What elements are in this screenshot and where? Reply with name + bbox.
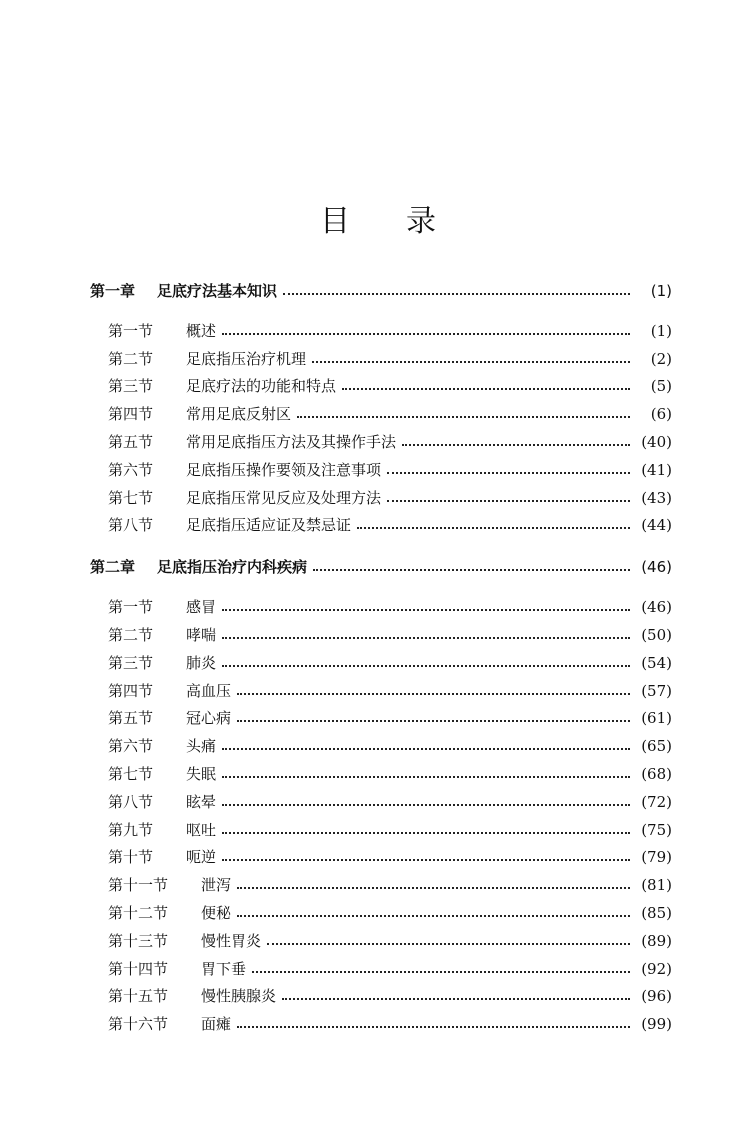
- section-label: 第十二节: [108, 903, 169, 922]
- section-label: 第三节: [108, 653, 154, 672]
- toc-section-entry[interactable]: [0, 479, 756, 507]
- toc-section-entry[interactable]: [0, 507, 756, 535]
- section-title: 失眠: [186, 764, 217, 783]
- dot-leader: [222, 609, 630, 611]
- section-label: 第三节: [108, 377, 154, 396]
- dot-leader: [387, 472, 630, 474]
- dot-leader: [237, 887, 630, 889]
- dot-leader: [237, 915, 630, 917]
- section-title: 概述: [186, 321, 217, 340]
- dot-leader: [222, 333, 630, 335]
- page-title: 目录: [320, 204, 492, 239]
- toc-section-entry[interactable]: [0, 423, 756, 451]
- page-number: (1): [650, 321, 672, 340]
- section-title: 便秘: [201, 903, 232, 922]
- dot-leader: [222, 804, 630, 806]
- section-title: 呕吐: [186, 820, 217, 839]
- dot-leader: [222, 748, 630, 750]
- toc-section-entry[interactable]: [0, 727, 756, 755]
- toc-section-entry[interactable]: [0, 894, 756, 922]
- section-title: 面瘫: [201, 1015, 232, 1034]
- section-label: 第十六节: [108, 1015, 169, 1034]
- page-number: (41): [641, 460, 672, 479]
- dot-leader: [357, 527, 630, 529]
- toc-section-entry[interactable]: [0, 839, 756, 867]
- toc-section-entry[interactable]: [0, 340, 756, 368]
- section-title: 足底指压常见反应及处理方法: [186, 488, 382, 507]
- section-label: 第七节: [108, 764, 154, 783]
- toc-chapter-entry[interactable]: [0, 546, 756, 576]
- page-number: (61): [641, 709, 672, 728]
- toc-section-entry[interactable]: [0, 700, 756, 728]
- section-title: 感冒: [186, 598, 217, 617]
- dot-leader: [237, 693, 630, 695]
- section-title: 泄泻: [201, 876, 232, 895]
- page-number: (68): [641, 764, 672, 783]
- page-number: (79): [641, 848, 672, 867]
- page-number: (81): [641, 876, 672, 895]
- dot-leader: [222, 776, 630, 778]
- toc-section-entry[interactable]: [0, 395, 756, 423]
- section-title: 肺炎: [186, 653, 217, 672]
- dot-leader: [312, 361, 630, 363]
- page-number: (5): [650, 377, 672, 396]
- section-label: 第四节: [108, 405, 154, 424]
- toc-section-entry[interactable]: [0, 950, 756, 978]
- section-label: 第四节: [108, 681, 154, 700]
- section-label: 第十四节: [108, 959, 169, 978]
- page-number: (43): [641, 488, 672, 507]
- table-of-contents: [0, 270, 756, 1033]
- section-label: 第八节: [108, 516, 154, 535]
- page-number: (65): [641, 737, 672, 756]
- section-title: 眩晕: [186, 792, 217, 811]
- section-title: 足底疗法的功能和特点: [186, 377, 337, 396]
- section-label: 第五节: [108, 709, 154, 728]
- section-title: 呃逆: [186, 848, 217, 867]
- page-number: (44): [641, 516, 672, 535]
- page-number: (6): [650, 405, 672, 424]
- page-number: (46): [641, 558, 672, 577]
- chapter-title: 足底指压治疗内科疾病: [157, 558, 308, 577]
- page-number: (96): [641, 987, 672, 1006]
- toc-section-entry[interactable]: [0, 588, 756, 616]
- toc-section-entry[interactable]: [0, 616, 756, 644]
- dot-leader: [222, 637, 630, 639]
- section-label: 第二节: [108, 349, 154, 368]
- dot-leader: [313, 569, 630, 571]
- toc-section-entry[interactable]: [0, 922, 756, 950]
- page-number: (50): [641, 625, 672, 644]
- chapter-title: 足底疗法基本知识: [157, 282, 278, 300]
- section-label: 第九节: [108, 820, 154, 839]
- dot-leader: [222, 832, 630, 834]
- section-title: 足底指压操作要领及注意事项: [186, 460, 382, 479]
- toc-section-entry[interactable]: [0, 312, 756, 340]
- dot-leader: [252, 971, 630, 973]
- page-number: (72): [641, 792, 672, 811]
- section-label: 第六节: [108, 460, 154, 479]
- section-label: 第十一节: [108, 876, 169, 895]
- page-number: (89): [641, 931, 672, 950]
- toc-section-entry[interactable]: [0, 811, 756, 839]
- dot-leader: [267, 943, 630, 945]
- toc-section-entry[interactable]: [0, 866, 756, 894]
- page-number: (75): [641, 820, 672, 839]
- dot-leader: [237, 1026, 630, 1028]
- section-title: 头痛: [186, 737, 217, 756]
- page-number: (99): [641, 1015, 672, 1034]
- page-number: (85): [641, 903, 672, 922]
- chapter-label: 第一章: [90, 282, 136, 300]
- toc-chapter-entry[interactable]: [0, 270, 756, 300]
- page-number: (54): [641, 653, 672, 672]
- dot-leader: [237, 720, 630, 722]
- section-title: 足底指压适应证及禁忌证: [186, 516, 352, 535]
- page-number: (1): [650, 282, 672, 300]
- section-label: 第八节: [108, 792, 154, 811]
- toc-section-entry[interactable]: [0, 755, 756, 783]
- section-title: 慢性胃炎: [201, 931, 262, 950]
- dot-leader: [283, 293, 630, 295]
- section-label: 第十节: [108, 848, 154, 867]
- section-label: 第二节: [108, 625, 154, 644]
- toc-section-entry[interactable]: [0, 368, 756, 396]
- page-number: (40): [641, 432, 672, 451]
- section-title: 胃下垂: [201, 959, 247, 978]
- section-title: 冠心病: [186, 709, 232, 728]
- section-label: 第六节: [108, 737, 154, 756]
- section-label: 第一节: [108, 598, 154, 617]
- dot-leader: [342, 388, 630, 390]
- page-number: (92): [641, 959, 672, 978]
- toc-section-entry[interactable]: [0, 978, 756, 1006]
- toc-section-entry[interactable]: [0, 783, 756, 811]
- section-title: 常用足底反射区: [186, 405, 292, 424]
- section-label: 第五节: [108, 432, 154, 451]
- chapter-label: 第二章: [90, 558, 136, 577]
- page-number: (46): [641, 598, 672, 617]
- toc-section-entry[interactable]: [0, 1005, 756, 1033]
- section-title: 高血压: [186, 681, 232, 700]
- dot-leader: [282, 998, 630, 1000]
- toc-section-entry[interactable]: [0, 672, 756, 700]
- page-number: (2): [650, 349, 672, 368]
- section-label: 第七节: [108, 488, 154, 507]
- dot-leader: [297, 416, 630, 418]
- section-title: 足底指压治疗机理: [186, 349, 307, 368]
- toc-section-entry[interactable]: [0, 644, 756, 672]
- dot-leader: [222, 665, 630, 667]
- dot-leader: [222, 859, 630, 861]
- section-label: 第十五节: [108, 987, 169, 1006]
- dot-leader: [387, 500, 630, 502]
- dot-leader: [402, 444, 630, 446]
- section-title: 常用足底指压方法及其操作手法: [186, 432, 397, 451]
- section-title: 慢性胰腺炎: [201, 987, 277, 1006]
- page-number: (57): [641, 681, 672, 700]
- section-title: 哮喘: [186, 625, 217, 644]
- section-label: 第一节: [108, 321, 154, 340]
- toc-section-entry[interactable]: [0, 451, 756, 479]
- section-label: 第十三节: [108, 931, 169, 950]
